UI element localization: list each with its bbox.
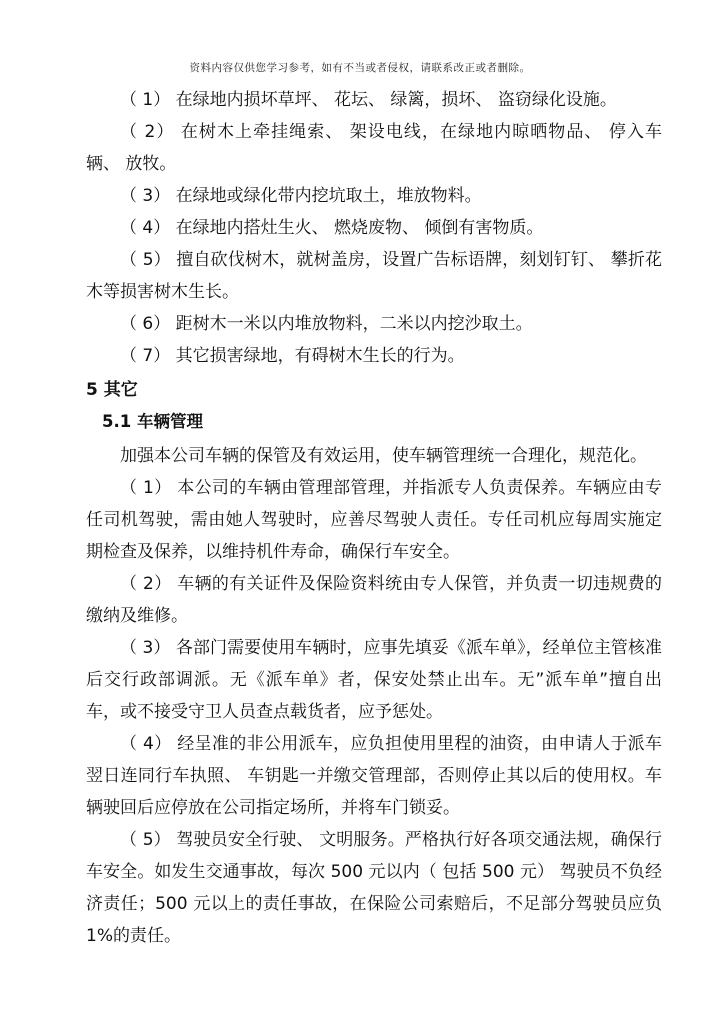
intro-paragraph: 加强本公司车辆的保管及有效运用，使车辆管理统一合理化，规范化。 [120,446,647,466]
list-item: （ 2） 车辆的有关证件及保险资料统由专人保管，并负责一切违规费的缴纳及维修。 [86,574,662,626]
header-disclaimer: 资料内容仅供您学习参考，如有不当或者侵权，请联系改正或者删除。 [189,62,531,74]
list-item: （ 3） 各部门需要使用车辆时，应事先填妥《派车单》，经单位主管核准后交行政部调派。无《派车单》者，保安处禁止出车。无”派车单”擅自出车，或不接受守卫人员查点载货者，应予惩处。 [86,638,662,722]
list-item: （ 2） 在树木上牵挂绳索、 架设电线，在绿地内晾晒物品、 停入车辆、 放牧。 [86,122,662,174]
section-heading: 5 其它 [86,380,138,400]
list-item: （ 6） 距树木一米以内堆放物料，二米以内挖沙取土。 [120,314,533,334]
list-item: （ 4） 经呈准的非公用派车，应负担使用里程的油资，由申请人于派车翌日连同行车执照、 车钥匙一并缴交管理部，否则停止其以后的使用权。车辆驶回后应停放在公司指定场所，并将车门锁妥。 [86,734,662,818]
list-item: （ 5） 擅自砍伐树木，就树盖房，设置广告标语牌，刻划钉钉、 攀折花木等损害树木生长。 [86,250,662,302]
list-item: （ 3） 在绿地或绿化带内挖坑取土，堆放物料。 [120,186,482,206]
document-body [86,84,662,952]
list-item: （ 4） 在绿地内搭灶生火、 燃烧废物、 倾倒有害物质。 [120,218,544,238]
list-item: （ 7） 其它损害绿地，有碍树木生长的行为。 [120,346,465,366]
subsection-heading: 5.1 车辆管理 [102,412,203,431]
list-item: （ 1） 在绿地内损坏草坪、 花坛、 绿篱，损坏、 盗窃绿化设施。 [120,90,617,110]
list-item: （ 5） 驾驶员安全行驶、 文明服务。严格执行好各项交通法规，确保行车安全。如发生交通事故，每次 500 元以内（ 包括 500 元） 驾驶员不负经济责任；500 元以上的责任事故，在保险公司索赔后，不足部分驾驶员应负 1%的责任。 [86,830,662,946]
list-item: （ 1） 本公司的车辆由管理部管理，并指派专人负责保养。车辆应由专任司机驾驶，需由她人驾驶时，应善尽驾驶人责任。专任司机应每周实施定期检查及保养，以维持机件寿命，确保行车安全。 [86,478,662,562]
